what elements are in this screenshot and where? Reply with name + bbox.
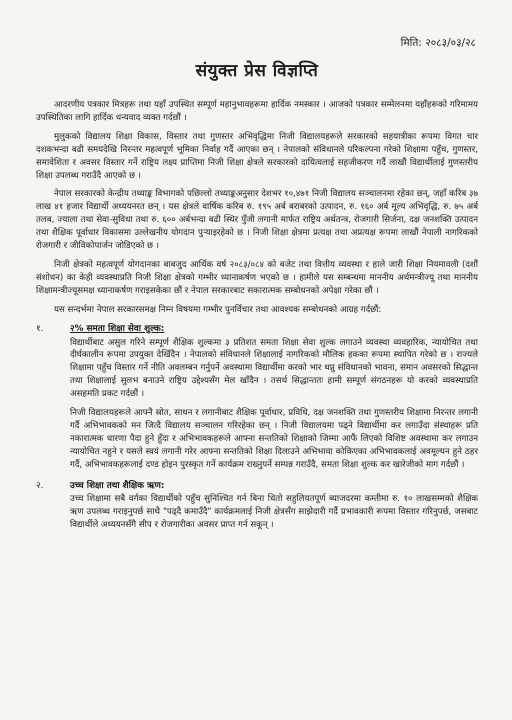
- section-1: [36, 323, 478, 478]
- section-number: १.: [36, 323, 44, 334]
- request-paragraph: यस सन्दर्भमा नेपाल सरकारसमक्ष निम्न विषयमा गम्भीर पुनर्विचार तथा आवश्यक सम्बोधनको आग्रह गर्दछौं:: [54, 304, 382, 315]
- greeting-paragraph: आदरणीय पत्रकार मित्रहरू तथा यहाँ उपस्थित सम्पूर्ण महानुभावहरूमा हार्दिक नमस्कार । आजको पत्रकार सम्मेलनमा यहाँहरूको गरिमामय उपस्थितिका लागि हार्दिक धन्यवाद व्यक्त गर्दछौं ।: [36, 100, 478, 123]
- page-title: संयुक्त प्रेस विज्ञप्ति: [195, 61, 319, 81]
- section-2: [36, 480, 478, 539]
- intro-paragraph: मुलुकको विद्यालय शिक्षा विकास, विस्तार तथा गुणस्तर अभिवृद्धिमा निजी विद्यालयहरूले सरकारको सहयात्रीका रूपमा विगत चार दशकभन्दा बढी समयदेखि निरन्तर महत्वपूर्ण भूमिका निर्वाह गर्दै आएका छन् । नेपालको संविधानले परिकल्पना गरेको शिक्षामा पहुँच, गुणस्तर, समावेशिता र अवसर विस्तार गर्ने राष्ट्रिय लक्ष्य प्राप्तिमा निजी शिक्षा क्षेत्रले सरकारको दायित्वलाई सहजीकरण गर्दै लाखौं विद्यार्थीलाई गुणस्तरीय शिक्षा उपलब्ध गराउँदै आएको छ ।: [36, 131, 478, 181]
- concern-paragraph: निजी क्षेत्रको महत्वपूर्ण योगदानका बाबजुद आर्थिक वर्ष २०८३/०८४ को बजेट तथा वित्तीय व्यवस्था र हाले जारी शिक्षा नियमावली (दशौं संशोधन) का केही व्यवस्थाप्रति निजी शिक्षा क्षेत्रको गम्भीर ध्यानाकर्षण भएको छ । हामीले यस सम्बन्धमा माननीय अर्थमन्त्रीज्यू तथा माननीय शिक्षामन्त्रीज्यूसमक्ष ध्यानाकर्षण गराइसकेका छौं र नेपाल सरकारबाट सकारात्मक सम्बोधनको अपेक्षा गरेका छौं ।: [36, 259, 478, 296]
- section-number: २.: [36, 480, 44, 491]
- release-date: मिति: २०८३/०३/२८: [400, 37, 476, 49]
- section-paragraph: विद्यार्थीबाट असुल गरिने सम्पूर्ण शैक्षिक शुल्कमा ३ प्रतिशत समता शिक्षा सेवा शुल्क लगाउने व्यवस्था व्यवहारिक, न्यायोचित तथा दीर्घकालीन रूपमा उपयुक्त देखिँदैन । नेपालको संविधानले शिक्षालाई नागरिकको मौलिक हकका रूपमा स्थापित गरेको छ । राज्यले शिक्षामा पहुँच विस्तार गर्ने नीति अवलम्बन गर्नुपर्ने अवस्थामा विद्यार्थीमा करको भार थप्नु संविधानको भावना, समान अवसरको सिद्धान्त तथा शिक्षालाई सुलभ बनाउने राष्ट्रिय उद्देश्यसँग मेल खाँदैन । तसर्थ सिद्धान्ततः हामी सम्पूर्ण संगठनहरू यो करको व्यवस्थाप्रति असहमति प्रकट गर्दछौं ।: [70, 337, 478, 400]
- section-heading: उच्च शिक्षा तथा शैक्षिक ऋण:: [70, 480, 165, 491]
- section-heading: २% समता शिक्षा सेवा शुल्क:: [70, 323, 165, 334]
- statistics-paragraph: नेपाल सरकारको केन्द्रीय तथ्याङ्क विभागको पछिल्लो तथ्याङ्कअनुसार देशभर १०,४७१ निजी विद्यालय सञ्चालनमा रहेका छन्, जहाँ करिब ३७ लाख ४१ हजार विद्यार्थी अध्ययनरत छन् । यस क्षेत्रले वार्षिक करिब रु. १९५ अर्ब बराबरको उत्पादन, रु. १६० अर्ब मूल्य अभिवृद्धि, रु. ७५ अर्ब तलब, ज्याला तथा सेवा-सुविधा तथा रु. ६०० अर्बभन्दा बढी स्थिर पुँजी लगानी मार्फत राष्ट्रिय अर्थतन्त्र, रोजगारी सिर्जना, दक्ष जनशक्ति उत्पादन तथा शैक्षिक पूर्वाधार विकासमा उल्लेखनीय योगदान पुर्‍याइरहेको छ । निजी शिक्षा क्षेत्रमा प्रत्यक्ष तथा अप्रत्यक्ष रूपमा लाखौं नेपाली नागरिकको रोजगारी र जीविकोपार्जन जोडिएको छ ।: [36, 189, 478, 252]
- section-paragraph: उच्च शिक्षामा सबै वर्गका विद्यार्थीको पहुँच सुनिश्चित गर्न बिना धितो सहुलियतपूर्ण ब्याजदरमा कम्तीमा रु. १० लाखसम्मको शैक्षिक ऋण उपलब्ध गराइनुपर्छ साथै "पढ्दै कमाउँदै" कार्यक्रमलाई निजी क्षेत्रसँग साझेदारी गर्दै प्रभावकारी रूपमा विस्तार गरिनुपर्छ, जसबाट विद्यार्थीले अध्ययनसँगै सीप र रोजगारीका अवसर प्राप्त गर्न सकून् ।: [70, 494, 478, 531]
- section-paragraph: निजी विद्यालयहरूले आफ्नै स्रोत, साधन र लगानीबाट शैक्षिक पूर्वाधार, प्रविधि, दक्ष जनशक्ति तथा गुणस्तरीय शिक्षामा निरन्तर लगानी गर्दै अभिभावकको मन जित्दै विद्यालय सञ्चालन गरिरहेका छन् । निजी विद्यालयमा पढ्ने विद्यार्थीमा कर लगाउँदा संस्थाहरू प्रति नकारात्मक धारणा पैदा हुने हुँदा र अभिभावकहरूले आफ्ना सन्ततिको शिक्षाको जिम्मा आफैं लिएको विशिष्ट अवस्थामा कर लगाउन न्यायोचित नहुने र यसले स्वयं लगानी गरेर आफ्ना सन्ततिको शिक्षा दिलाउने अभिभावा कोकिएका अभिभावकलाई अवमूल्यन हुने ठहर गर्दै, अभिभावकहरूलाई दण्ड होइन पुरस्कृत गर्ने कार्यक्रम राख्नुपर्ने सम्पन्न गराउँदै, समता शिक्षा शुल्क कर खारेजीको माग गर्दछौं ।: [70, 408, 478, 470]
